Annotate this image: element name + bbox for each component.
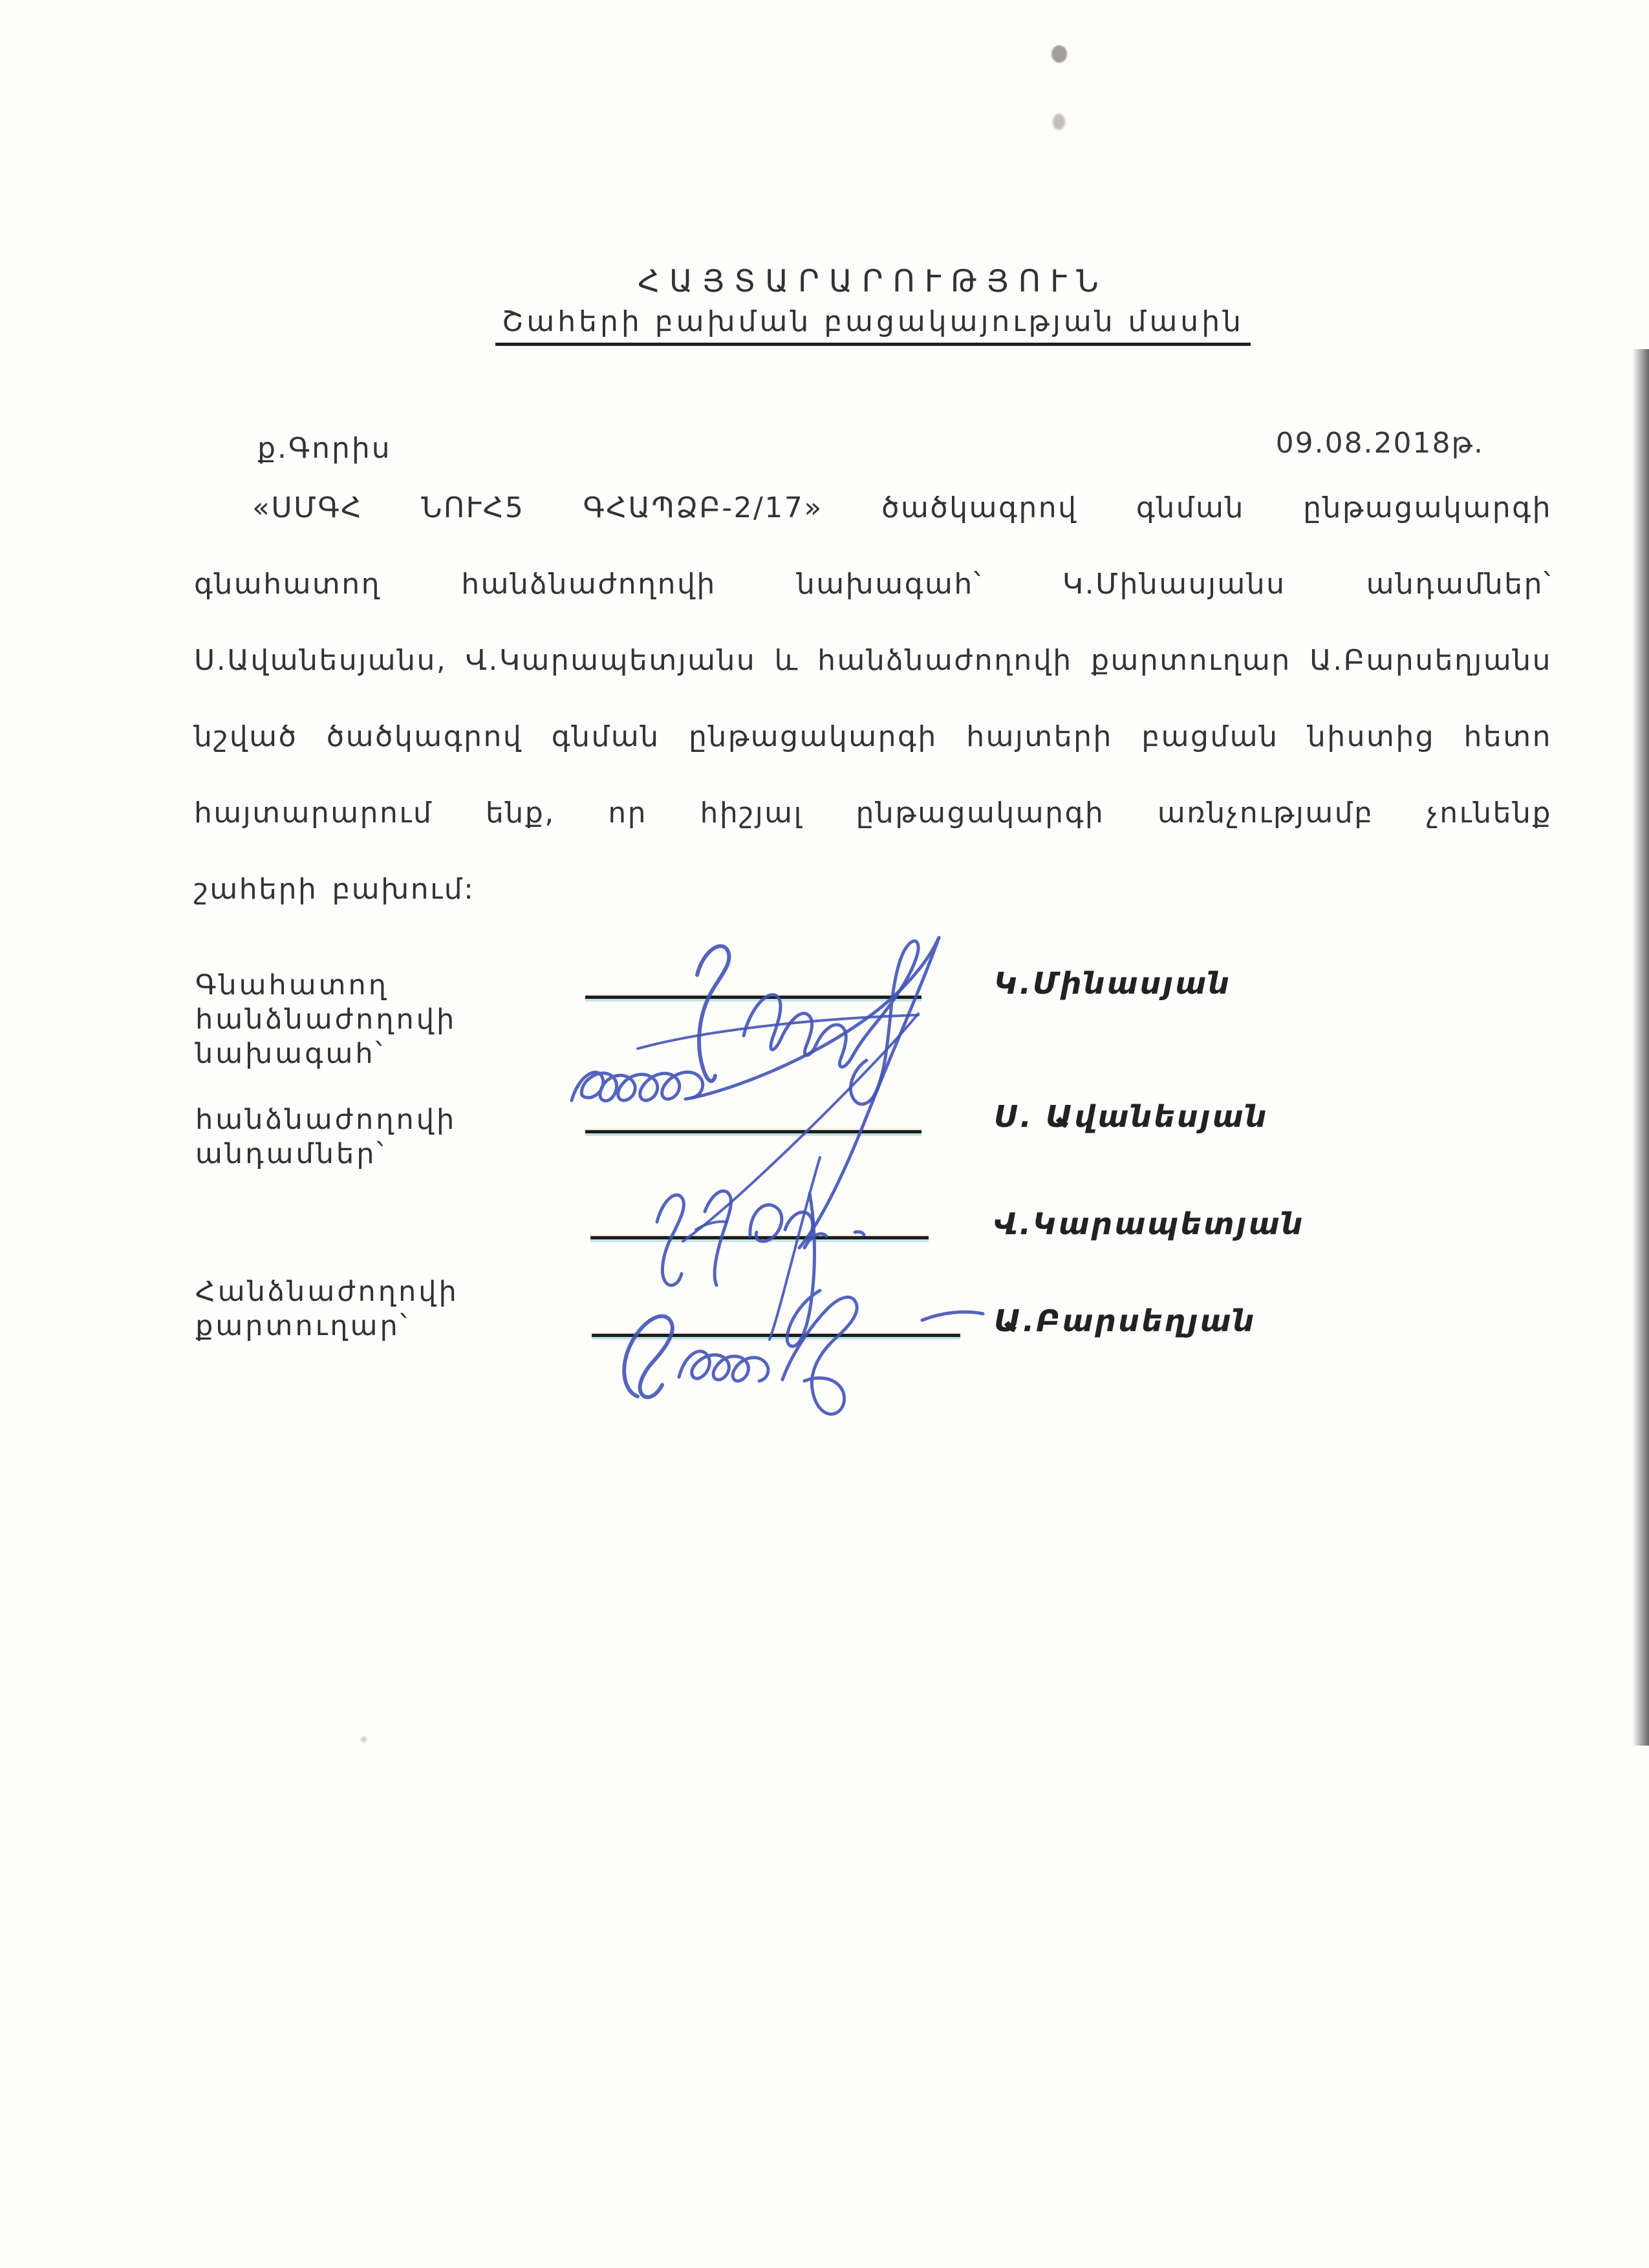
paragraph-word: հայտերի	[966, 720, 1113, 753]
signer-role-line: Գնահատող	[195, 969, 389, 1001]
document-subtitle: Շահերի բախման բացակայության մասին	[495, 305, 1251, 346]
paragraph-word: գնման	[551, 720, 660, 753]
paragraph-word: նշված	[194, 720, 298, 753]
city-label: ք.Գորիս	[257, 432, 392, 465]
signer-role-line: հանձնաժողովի	[195, 1003, 457, 1036]
signature-line	[585, 1130, 921, 1133]
signature-ink-chairman	[697, 941, 918, 1104]
paragraph-word: Ս.Ավանեսյանս,	[194, 643, 447, 677]
paragraph-word: գնահատող	[194, 567, 382, 601]
signer-role-secretary	[195, 1275, 459, 1343]
signer-name: Ա.Բարսեղյան	[994, 1303, 1256, 1338]
paragraph-word: հայտարարում	[194, 796, 433, 829]
paragraph-word: Ա.Բարսեղյանս	[1310, 643, 1552, 677]
paragraph-word: Կ.Մինասյանս	[1062, 567, 1286, 601]
signature-line	[590, 1236, 929, 1239]
document-subtitle-row	[194, 305, 1552, 346]
signature-ink-member-2	[657, 1157, 864, 1346]
signer-role-line: քարտուղար՝	[195, 1310, 409, 1342]
paragraph-word: հանձնաժողովի	[817, 643, 1073, 677]
signer-role-chairman	[195, 968, 457, 1071]
signer-role-members	[195, 1103, 457, 1171]
signer-role-line: հանձնաժողովի	[195, 1104, 457, 1136]
scan-edge-shadow	[1632, 349, 1649, 1746]
signer-name: Վ.Կարապետյան	[994, 1206, 1305, 1241]
signature-line	[585, 996, 921, 999]
signer-role-line: Հանձնաժողովի	[195, 1276, 459, 1308]
signer-role-line: նախագահ՝	[195, 1038, 385, 1070]
paragraph-word: նիստից	[1307, 720, 1436, 753]
scan-speck	[1051, 45, 1067, 63]
signature-ink-member-1	[572, 937, 939, 1248]
paragraph-word: ԳՀԱՊՁԲ-2/17»	[583, 491, 823, 524]
paragraph-line	[194, 698, 1552, 775]
paragraph-word: և	[774, 643, 799, 677]
paragraph-word: հիշյալ	[700, 796, 803, 829]
paragraph-word: անդամներ՝	[1366, 567, 1552, 601]
scan-speck	[1053, 114, 1065, 130]
paragraph-word: ընթացակարգի	[1303, 491, 1552, 524]
signer-role-line: անդամներ՝	[195, 1138, 386, 1170]
signature-ink-secretary	[624, 1297, 983, 1414]
paragraph-word: Վ.Կարապետյանս	[465, 643, 757, 677]
paragraph-word: շահերի	[194, 872, 318, 906]
document-title: ՀԱՅՏԱՐԱՐՈՒԹՅՈՒՆ	[638, 264, 1108, 299]
paragraph-word: նախագահ՝	[796, 567, 982, 601]
paragraph-word: ընթացակարգի	[689, 720, 938, 753]
paragraph-word: հանձնաժողովի	[461, 567, 717, 601]
paragraph-word: ընթացակարգի	[856, 796, 1105, 829]
date-label: 09.08.2018թ.	[1275, 427, 1484, 460]
paragraph-word: բացման	[1141, 720, 1279, 753]
paragraph-word: հետո	[1463, 720, 1552, 753]
declaration-paragraph	[194, 469, 1552, 927]
paragraph-word: ենք,	[485, 796, 555, 829]
paragraph-word: «ՍՄԳՀ	[252, 491, 363, 524]
scan-speck	[361, 1737, 367, 1742]
paragraph-word: ՆՈՒՀ5	[421, 491, 525, 524]
paragraph-line	[194, 546, 1552, 622]
paragraph-word: բախում:	[332, 872, 475, 906]
paragraph-line	[194, 851, 1552, 927]
paragraph-line	[194, 622, 1552, 698]
paragraph-word: չունենք	[1427, 796, 1552, 829]
paragraph-word: առնչությամբ	[1157, 796, 1374, 829]
paragraph-word: գնման	[1136, 491, 1245, 524]
paragraph-word: ծածկագրով	[881, 491, 1078, 524]
signer-name: Կ.Մինասյան	[994, 966, 1231, 1001]
paragraph-line	[194, 469, 1552, 546]
paragraph-word: որ	[608, 796, 648, 829]
paragraph-word: քարտուղար	[1091, 643, 1291, 677]
paragraph-line	[194, 775, 1552, 851]
paragraph-word: ծածկագրով	[326, 720, 523, 753]
signature-line	[592, 1334, 960, 1337]
signer-name: Ս. Ավանեսյան	[994, 1099, 1269, 1134]
